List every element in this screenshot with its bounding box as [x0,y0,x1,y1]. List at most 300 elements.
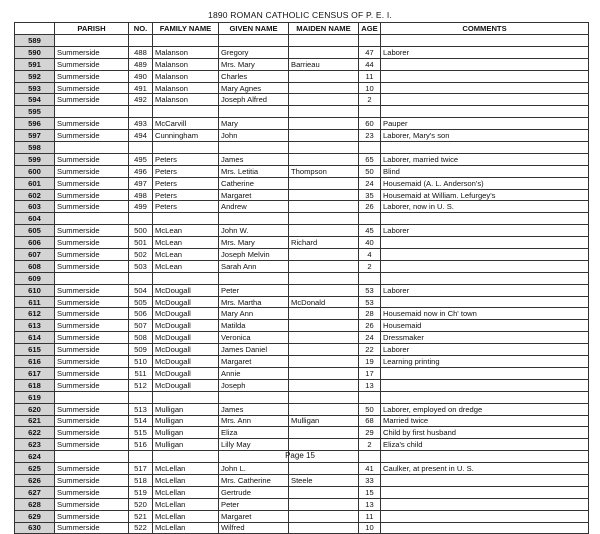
family-name-cell: McDougall [153,284,219,296]
parish-cell: Summerside [55,118,129,130]
age-cell: 10 [359,522,381,534]
header-comments: COMMENTS [381,23,589,35]
number-cell: 496 [129,165,153,177]
number-cell: 511 [129,367,153,379]
row-number-cell: 600 [15,165,55,177]
maiden-name-cell [289,201,359,213]
given-name-cell: Joseph Alfred [219,94,289,106]
table-row [15,142,589,154]
row-number-cell: 604 [15,213,55,225]
given-name-cell [219,391,289,403]
family-name-cell: Cunningham [153,130,219,142]
age-cell: 13 [359,379,381,391]
maiden-name-cell [289,308,359,320]
family-name-cell: McLellan [153,486,219,498]
age-cell: 17 [359,367,381,379]
number-cell: 520 [129,498,153,510]
comments-cell: Blind [381,165,589,177]
age-cell: 68 [359,415,381,427]
parish-cell [55,106,129,118]
parish-cell: Summerside [55,510,129,522]
family-name-cell: Peters [153,165,219,177]
parish-cell: Summerside [55,403,129,415]
comments-cell [381,367,589,379]
parish-cell: Summerside [55,344,129,356]
parish-cell: Summerside [55,379,129,391]
table-row [15,106,589,118]
table-row [15,213,589,225]
row-number-cell: 589 [15,35,55,47]
family-name-cell: McLellan [153,474,219,486]
number-cell: 506 [129,308,153,320]
table-row [15,510,589,522]
header-maiden-name: MAIDEN NAME [289,23,359,35]
comments-cell: Housemaid now in Ch' town [381,308,589,320]
given-name-cell [219,106,289,118]
age-cell: 2 [359,260,381,272]
given-name-cell: John [219,130,289,142]
table-row [15,94,589,106]
age-cell [359,35,381,47]
number-cell: 501 [129,237,153,249]
number-cell: 517 [129,463,153,475]
table-row [15,165,589,177]
page-footer: Page 15 [285,451,315,460]
family-name-cell [153,272,219,284]
family-name-cell [153,391,219,403]
comments-cell: Child by first husband [381,427,589,439]
table-row [15,308,589,320]
maiden-name-cell [289,249,359,261]
age-cell: 2 [359,439,381,451]
row-number-cell: 629 [15,510,55,522]
maiden-name-cell: Richard [289,237,359,249]
parish-cell: Summerside [55,189,129,201]
family-name-cell: McLean [153,225,219,237]
comments-cell: Housemaid (A. L. Anderson's) [381,177,589,189]
given-name-cell: Margaret [219,189,289,201]
comments-cell [381,510,589,522]
number-cell: 490 [129,70,153,82]
age-cell: 50 [359,403,381,415]
given-name-cell [219,272,289,284]
parish-cell: Summerside [55,260,129,272]
row-number-cell: 593 [15,82,55,94]
comments-cell [381,474,589,486]
given-name-cell: Mrs. Catherine [219,474,289,486]
row-number-cell: 626 [15,474,55,486]
given-name-cell: Mary Agnes [219,82,289,94]
parish-cell: Summerside [55,225,129,237]
row-number-cell: 612 [15,308,55,320]
family-name-cell: McCarvill [153,118,219,130]
number-cell: 492 [129,94,153,106]
table-row [15,189,589,201]
given-name-cell [219,142,289,154]
maiden-name-cell [289,439,359,451]
given-name-cell: Mary Ann [219,308,289,320]
comments-cell [381,296,589,308]
row-number-cell: 621 [15,415,55,427]
comments-cell [381,260,589,272]
row-number-cell: 614 [15,332,55,344]
given-name-cell: Mrs. Mary [219,237,289,249]
comments-cell [381,391,589,403]
maiden-name-cell [289,35,359,47]
table-row [15,439,589,451]
family-name-cell: Mulligan [153,439,219,451]
header-given-name: GIVEN NAME [219,23,289,35]
maiden-name-cell [289,213,359,225]
table-row [15,70,589,82]
row-number-cell: 595 [15,106,55,118]
parish-cell: Summerside [55,82,129,94]
age-cell [359,391,381,403]
given-name-cell: Veronica [219,332,289,344]
given-name-cell: Mrs. Martha [219,296,289,308]
parish-cell: Summerside [55,427,129,439]
row-number-cell: 606 [15,237,55,249]
table-row [15,486,589,498]
row-number-cell: 603 [15,201,55,213]
maiden-name-cell [289,332,359,344]
given-name-cell: Annie [219,367,289,379]
number-cell [129,272,153,284]
comments-cell [381,237,589,249]
row-number-cell: 616 [15,356,55,368]
age-cell: 11 [359,70,381,82]
maiden-name-cell [289,367,359,379]
parish-cell: Summerside [55,153,129,165]
number-cell: 514 [129,415,153,427]
maiden-name-cell [289,463,359,475]
table-row [15,225,589,237]
given-name-cell: Joseph [219,379,289,391]
table-header-row [15,23,589,35]
age-cell: 60 [359,118,381,130]
given-name-cell: Charles [219,70,289,82]
family-name-cell: McLean [153,237,219,249]
maiden-name-cell: Barrieau [289,58,359,70]
age-cell: 45 [359,225,381,237]
family-name-cell: Peters [153,177,219,189]
family-name-cell: McLellan [153,463,219,475]
row-number-cell: 617 [15,367,55,379]
comments-cell: Laborer [381,225,589,237]
comments-cell [381,106,589,118]
table-row [15,356,589,368]
parish-cell: Summerside [55,415,129,427]
maiden-name-cell [289,142,359,154]
table-row [15,320,589,332]
given-name-cell: Mrs. Mary [219,58,289,70]
maiden-name-cell [289,70,359,82]
family-name-cell: McLellan [153,522,219,534]
comments-cell: Laborer, married twice [381,153,589,165]
parish-cell [55,272,129,284]
given-name-cell [219,35,289,47]
table-row [15,296,589,308]
number-cell: 508 [129,332,153,344]
header-row-number [15,23,55,35]
table-row [15,237,589,249]
table-row [15,498,589,510]
table-row [15,272,589,284]
parish-cell [55,35,129,47]
table-row [15,58,589,70]
table-row [15,82,589,94]
number-cell: 504 [129,284,153,296]
comments-cell [381,272,589,284]
table-row [15,260,589,272]
family-name-cell: McDougall [153,344,219,356]
row-number-cell: 625 [15,463,55,475]
number-cell: 497 [129,177,153,189]
table-row [15,332,589,344]
parish-cell [55,391,129,403]
table-row [15,391,589,403]
age-cell [359,142,381,154]
comments-cell: Pauper [381,118,589,130]
given-name-cell: Peter [219,498,289,510]
family-name-cell: McDougall [153,367,219,379]
maiden-name-cell: Mulligan [289,415,359,427]
number-cell: 513 [129,403,153,415]
number-cell: 507 [129,320,153,332]
given-name-cell [219,213,289,225]
maiden-name-cell [289,153,359,165]
comments-cell [381,58,589,70]
family-name-cell: McLellan [153,510,219,522]
given-name-cell: Mary [219,118,289,130]
age-cell: 4 [359,249,381,261]
comments-cell: Laborer, now in U. S. [381,201,589,213]
parish-cell: Summerside [55,332,129,344]
parish-cell: Summerside [55,320,129,332]
number-cell: 515 [129,427,153,439]
row-number-cell: 605 [15,225,55,237]
number-cell: 521 [129,510,153,522]
age-cell: 41 [359,463,381,475]
age-cell: 22 [359,344,381,356]
given-name-cell: Margaret [219,356,289,368]
number-cell: 502 [129,249,153,261]
family-name-cell: McLellan [153,498,219,510]
given-name-cell: John W. [219,225,289,237]
number-cell [129,106,153,118]
parish-cell [55,213,129,225]
family-name-cell: McDougall [153,308,219,320]
number-cell: 503 [129,260,153,272]
table-row [15,35,589,47]
row-number-cell: 613 [15,320,55,332]
number-cell [129,213,153,225]
maiden-name-cell: Thompson [289,165,359,177]
table-row [15,344,589,356]
number-cell: 495 [129,153,153,165]
comments-cell: Laborer [381,46,589,58]
number-cell: 494 [129,130,153,142]
parish-cell: Summerside [55,249,129,261]
number-cell: 519 [129,486,153,498]
row-number-cell: 628 [15,498,55,510]
number-cell: 493 [129,118,153,130]
age-cell: 29 [359,427,381,439]
maiden-name-cell [289,403,359,415]
table-row [15,379,589,391]
comments-cell [381,379,589,391]
number-cell: 522 [129,522,153,534]
maiden-name-cell [289,177,359,189]
family-name-cell: Mulligan [153,403,219,415]
row-number-cell: 610 [15,284,55,296]
family-name-cell: Peters [153,189,219,201]
number-cell: 516 [129,439,153,451]
parish-cell: Summerside [55,177,129,189]
age-cell: 44 [359,58,381,70]
maiden-name-cell [289,391,359,403]
given-name-cell: Mrs. Ann [219,415,289,427]
number-cell: 491 [129,82,153,94]
parish-cell: Summerside [55,94,129,106]
row-number-cell: 592 [15,70,55,82]
table-row [15,415,589,427]
given-name-cell: Gertrude [219,486,289,498]
table-row [15,46,589,58]
number-cell: 505 [129,296,153,308]
number-cell [129,391,153,403]
maiden-name-cell [289,106,359,118]
row-number-cell: 623 [15,439,55,451]
age-cell: 53 [359,296,381,308]
number-cell: 489 [129,58,153,70]
given-name-cell: Andrew [219,201,289,213]
comments-cell: Laborer, Mary's son [381,130,589,142]
age-cell: 26 [359,320,381,332]
row-number-cell: 615 [15,344,55,356]
row-number-cell: 598 [15,142,55,154]
maiden-name-cell [289,284,359,296]
given-name-cell: Catherine [219,177,289,189]
comments-cell [381,486,589,498]
age-cell: 15 [359,486,381,498]
comments-cell: Housemaid at William. Lefurgey's [381,189,589,201]
parish-cell: Summerside [55,296,129,308]
row-number-cell: 591 [15,58,55,70]
number-cell [129,35,153,47]
parish-cell: Summerside [55,130,129,142]
parish-cell: Summerside [55,367,129,379]
age-cell: 23 [359,130,381,142]
family-name-cell: McDougall [153,379,219,391]
comments-cell: Learning printing [381,356,589,368]
age-cell [359,106,381,118]
row-number-cell: 624 [15,451,55,463]
age-cell: 50 [359,165,381,177]
family-name-cell: McDougall [153,356,219,368]
maiden-name-cell [289,94,359,106]
given-name-cell: James Daniel [219,344,289,356]
age-cell: 10 [359,82,381,94]
table-row [15,474,589,486]
comments-cell: Housemaid [381,320,589,332]
comments-cell: Eliza's child [381,439,589,451]
table-row [15,427,589,439]
comments-cell: Caulker, at present in U. S. [381,463,589,475]
age-cell: 53 [359,284,381,296]
comments-cell [381,142,589,154]
parish-cell: Summerside [55,284,129,296]
maiden-name-cell [289,189,359,201]
row-number-cell: 619 [15,391,55,403]
age-cell: 2 [359,94,381,106]
row-number-cell: 597 [15,130,55,142]
row-number-cell: 618 [15,379,55,391]
family-name-cell: Mulligan [153,427,219,439]
given-name-cell: Matilda [219,320,289,332]
family-name-cell [153,35,219,47]
maiden-name-cell [289,379,359,391]
row-number-cell: 599 [15,153,55,165]
given-name-cell: Joseph Melvin [219,249,289,261]
age-cell: 33 [359,474,381,486]
row-number-cell: 609 [15,272,55,284]
number-cell: 518 [129,474,153,486]
maiden-name-cell [289,130,359,142]
age-cell: 24 [359,332,381,344]
parish-cell: Summerside [55,237,129,249]
parish-cell: Summerside [55,58,129,70]
given-name-cell: James [219,153,289,165]
given-name-cell: Mrs. Letitia [219,165,289,177]
row-number-cell: 608 [15,260,55,272]
comments-cell: Laborer [381,284,589,296]
parish-cell: Summerside [55,463,129,475]
number-cell [129,142,153,154]
comments-cell [381,498,589,510]
number-cell: 500 [129,225,153,237]
family-name-cell: McDougall [153,332,219,344]
comments-cell [381,94,589,106]
age-cell: 11 [359,510,381,522]
maiden-name-cell [289,522,359,534]
given-name-cell: Margaret [219,510,289,522]
parish-cell: Summerside [55,522,129,534]
age-cell [359,272,381,284]
parish-cell: Summerside [55,70,129,82]
age-cell: 35 [359,189,381,201]
given-name-cell: Peter [219,284,289,296]
family-name-cell: Peters [153,153,219,165]
row-number-cell: 602 [15,189,55,201]
number-cell: 498 [129,189,153,201]
row-number-cell: 607 [15,249,55,261]
maiden-name-cell [289,510,359,522]
family-name-cell: Malanson [153,58,219,70]
age-cell: 65 [359,153,381,165]
parish-cell: Summerside [55,356,129,368]
table-row [15,130,589,142]
table-row [15,284,589,296]
row-number-cell: 601 [15,177,55,189]
table-row [15,153,589,165]
table-row [15,118,589,130]
age-cell: 28 [359,308,381,320]
maiden-name-cell [289,427,359,439]
number-cell: 512 [129,379,153,391]
given-name-cell: James [219,403,289,415]
header-family-name: FAMILY NAME [153,23,219,35]
